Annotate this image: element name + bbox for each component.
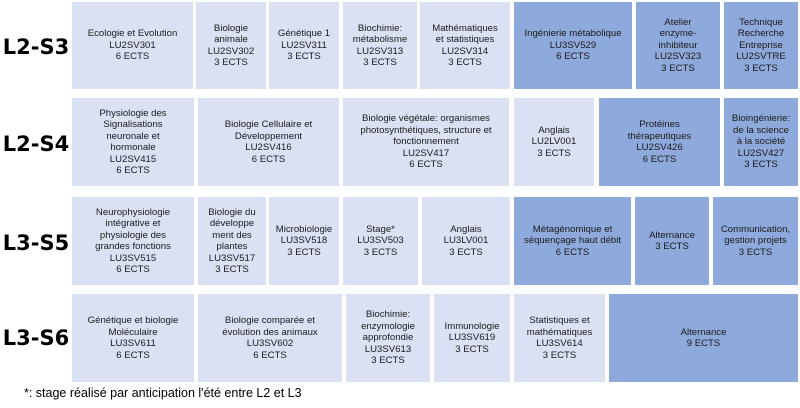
semester-label-l2-s4: L2-S4 (2, 132, 70, 156)
course-card-genetique-1: Génétique 1 LU2SV311 3 ECTS (269, 2, 339, 89)
semester-label-l2-s3: L2-S3 (2, 35, 70, 59)
course-card-biochimie-enzymologie: Biochimie: enzymologie approfondie LU3SV613 3 ECTS (346, 294, 430, 382)
course-card-neurophysiologie: Neurophysiologie intégrative et physiologie des grandes fonctions LU3SV515 6 ECTS (72, 197, 194, 285)
semester-label-l3-s6: L3-S6 (2, 326, 70, 350)
course-card-biologie-comparee: Biologie comparée et évolution des animaux LU3SV602 6 ECTS (198, 294, 342, 382)
course-card-genetique-biologie-moleculaire: Génétique et biologie Moléculaire LU3SV611 6 ECTS (72, 294, 194, 382)
course-card-stage: Stage* LU3SV503 3 ECTS (343, 197, 418, 285)
course-card-physiologie-signalisations: Physiologie des Signalisations neuronale et hormonale LU2SV415 6 ECTS (72, 98, 194, 186)
course-card-alternance-s6: Alternance 9 ECTS (609, 294, 798, 382)
course-card-proteines-therapeutiques: Protéines thérapeutiques LU2SV426 6 ECTS (599, 98, 720, 186)
course-card-statistiques-mathematiques: Statistiques et mathématiques LU3SV614 3 ECTS (514, 294, 605, 382)
course-card-biologie-cellulaire: Biologie Cellulaire et Développement LU2SV416 6 ECTS (198, 98, 339, 186)
course-card-biologie-developpement-plantes: Biologie du développe ment des plantes LU3SV517 3 ECTS (198, 197, 266, 285)
course-card-anglais-l2: Anglais LU2LV001 3 ECTS (514, 98, 594, 186)
course-card-alternance-s5: Alternance 3 ECTS (635, 197, 709, 285)
course-card-ecologie-evolution: Ecologie et Evolution LU2SV301 6 ECTS (72, 2, 193, 89)
course-card-metagenomique: Métagénomique et séquençage haut débit 6 ECTS (514, 197, 631, 285)
course-card-atelier-enzyme-inhibiteur: Atelier enzyme- inhibiteur LU2SV323 3 ECTS (636, 2, 720, 89)
course-card-mathematiques-statistiques: Mathématiques et statistiques LU2SV314 3 ECTS (420, 2, 510, 89)
course-card-anglais-l3: Anglais LU3LV001 3 ECTS (422, 197, 510, 285)
course-card-immunologie: Immunologie LU3SV619 3 ECTS (434, 294, 510, 382)
course-card-biochimie-metabolisme: Biochimie: métabolisme LU2SV313 3 ECTS (343, 2, 417, 89)
course-card-biologie-animale: Biologie animale LU2SV302 3 ECTS (196, 2, 266, 89)
footnote: *: stage réalisé par anticipation l'été entre L2 et L3 (24, 386, 302, 400)
course-card-biologie-vegetale: Biologie végétale: organismes photosynthétiques, structure et fonctionnement LU2SV417 6 ECTS (343, 98, 509, 186)
course-card-technique-recherche-entreprise: Technique Recherche Entreprise LU2SVTRE 3 ECTS (724, 2, 798, 89)
semester-label-l3-s5: L3-S5 (2, 231, 70, 255)
course-card-communication-gestion-projets: Communication, gestion projets 3 ECTS (713, 197, 798, 285)
course-card-microbiologie: Microbiologie LU3SV518 3 ECTS (269, 197, 339, 285)
course-card-bioingenierie: Bioingénierie: de la science à la société LU2SV427 3 ECTS (724, 98, 798, 186)
course-card-ingenierie-metabolique: Ingénierie métabolique LU3SV529 6 ECTS (514, 2, 632, 89)
